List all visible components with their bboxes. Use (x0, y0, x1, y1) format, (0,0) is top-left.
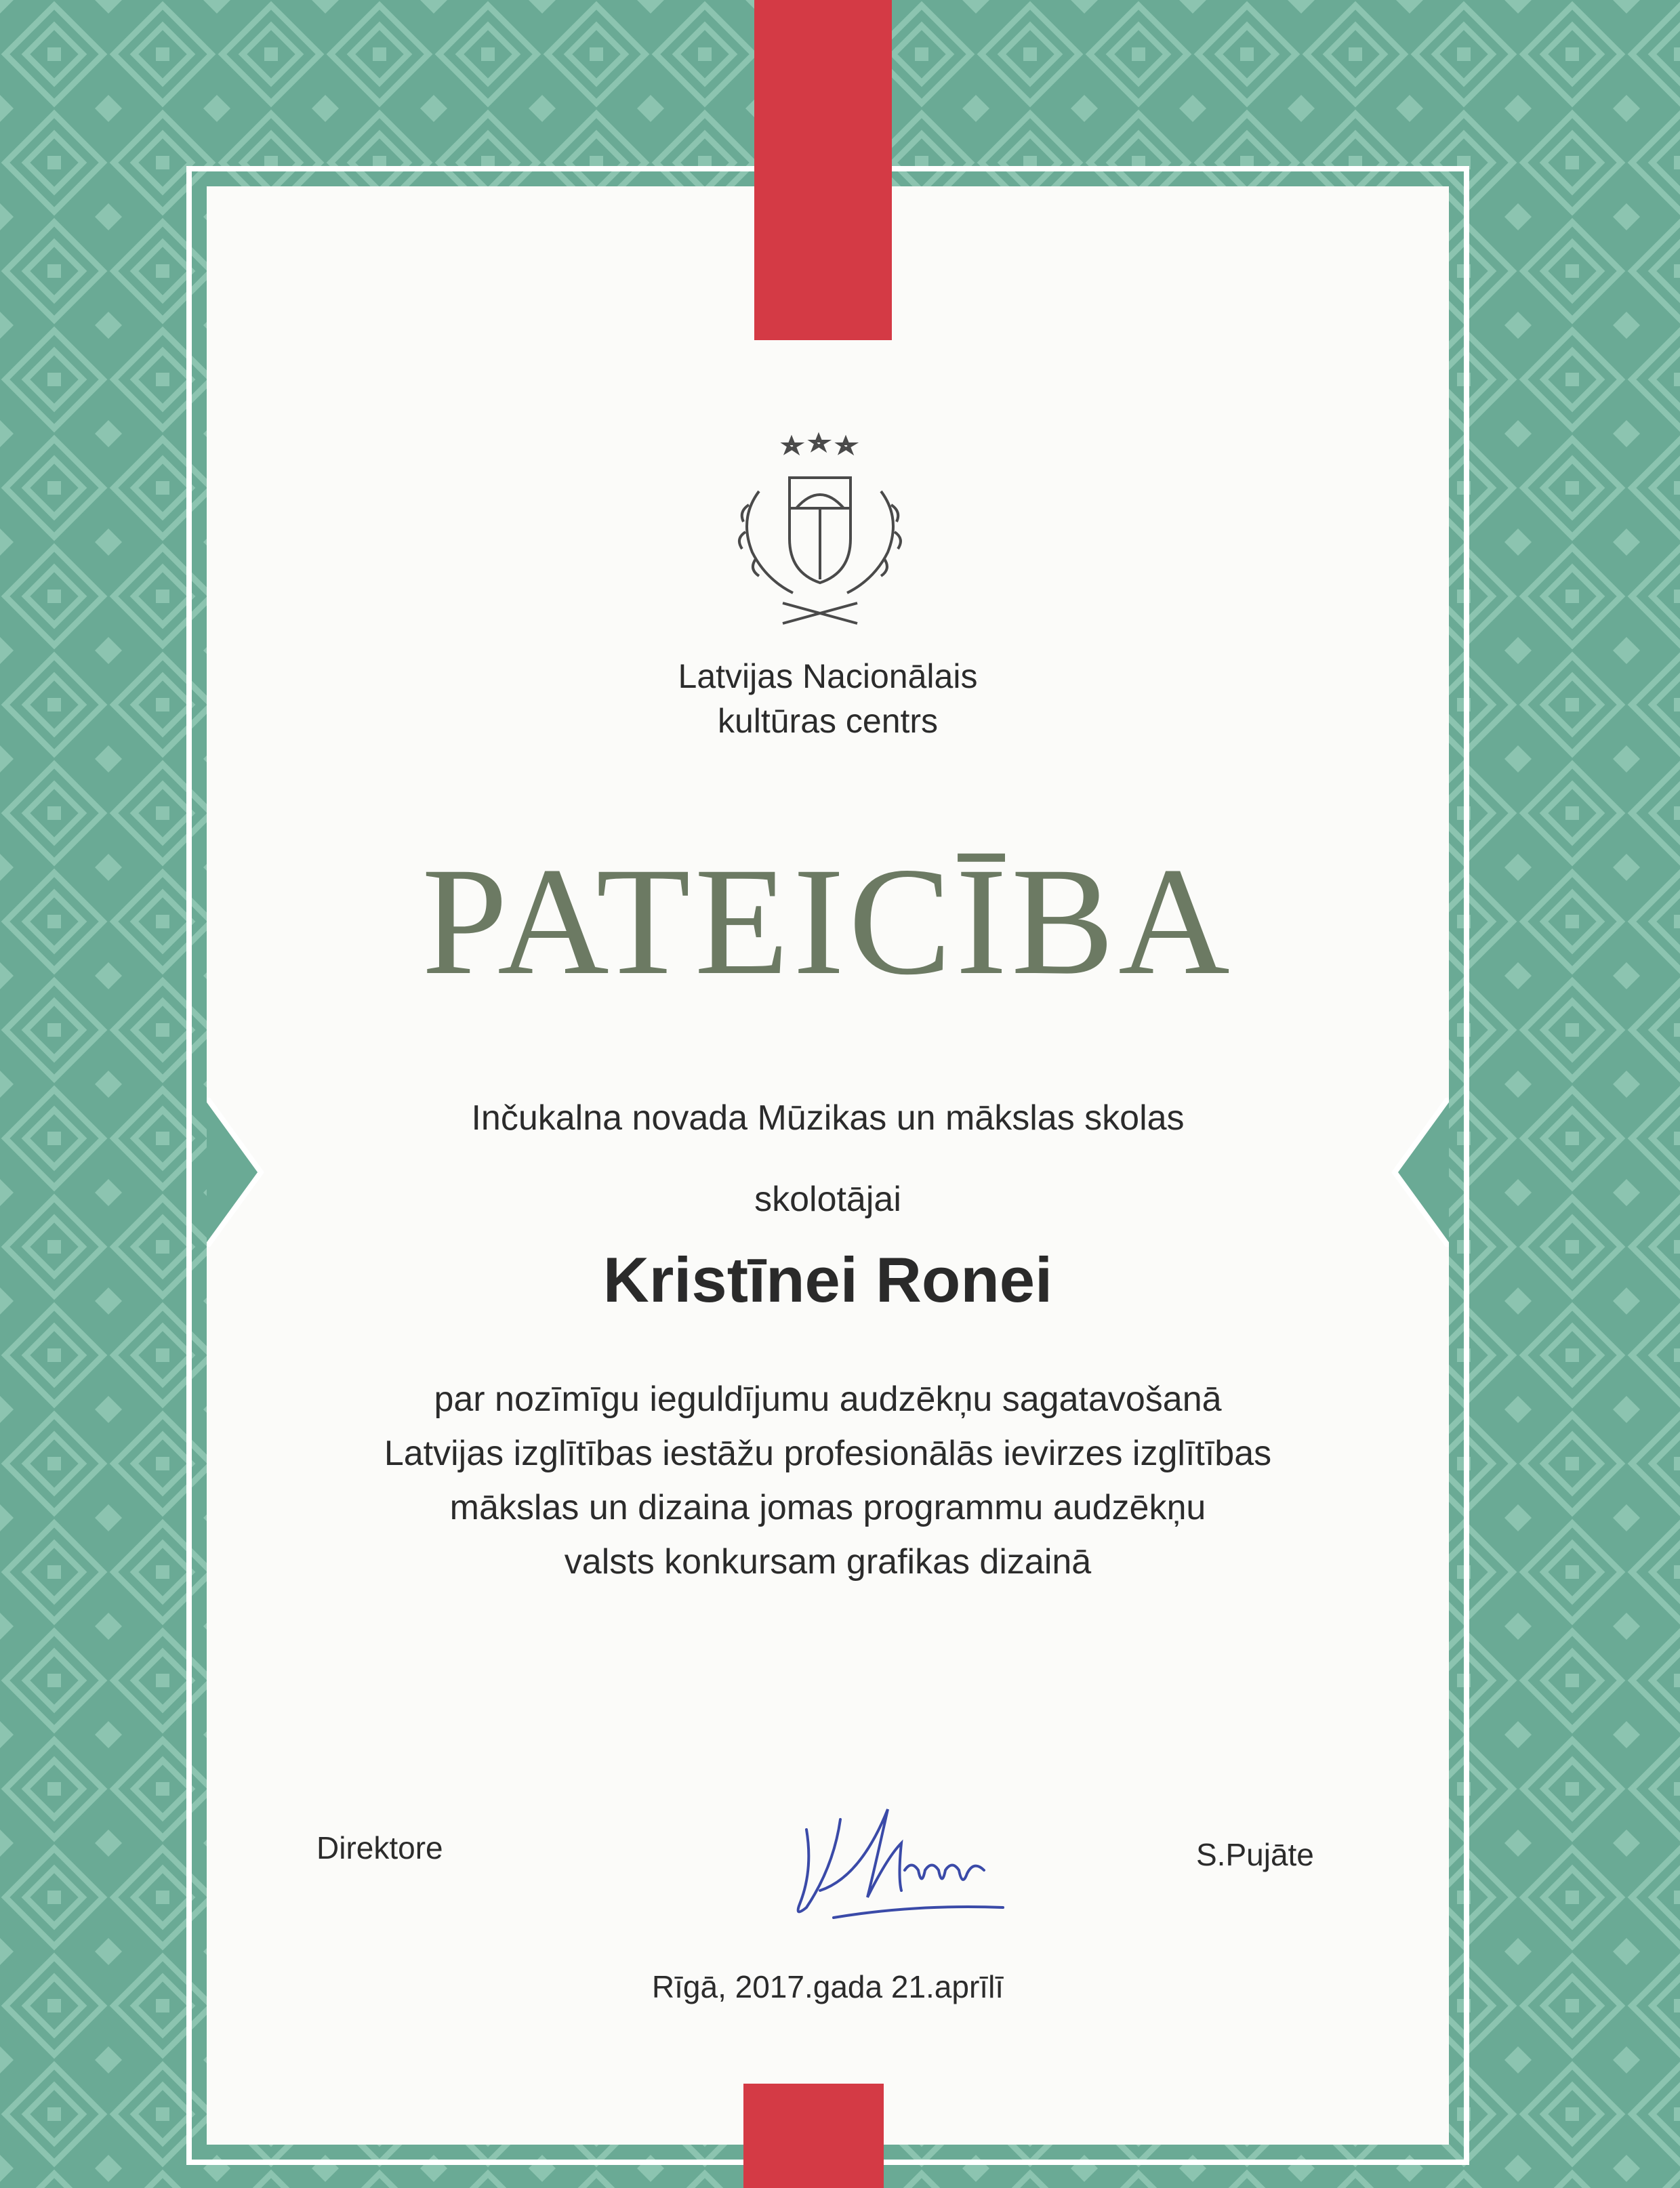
school-name: Inčukalna novada Mūzikas un mākslas skolas (471, 1098, 1185, 1138)
certificate-title: PATEICĪBA (422, 836, 1234, 1007)
organization-line-1: Latvijas Nacionālais (678, 657, 978, 695)
recipient-role: skolotājai (754, 1180, 901, 1219)
latvian-coat-of-arms-icon (718, 430, 922, 634)
organization-name (207, 654, 1449, 743)
signatory-title: Direktore (316, 1830, 443, 1865)
top-red-ribbon (754, 0, 892, 340)
award-reason (207, 1372, 1449, 1589)
place-and-date: Rīgā, 2017.gada 21.aprīlī (651, 1969, 1004, 2004)
signatory-name: S.Pujāte (1196, 1837, 1314, 1872)
reason-line-1: par nozīmīgu ieguldījumu audzēkņu sagatavošanā (434, 1380, 1222, 1419)
organization-line-2: kultūras centrs (717, 702, 939, 740)
reason-line-4: valsts konkursam grafikas dizainā (564, 1542, 1092, 1582)
bottom-red-ribbon (743, 2084, 884, 2188)
handwritten-signature (779, 1782, 1037, 1938)
reason-line-3: mākslas un dizaina jomas programmu audzēkņu (449, 1488, 1206, 1527)
recipient-name: Kristīnei Ronei (602, 1244, 1053, 1315)
reason-line-2: Latvijas izglītības iestāžu profesionālās ievirzes izglītības (384, 1434, 1272, 1473)
